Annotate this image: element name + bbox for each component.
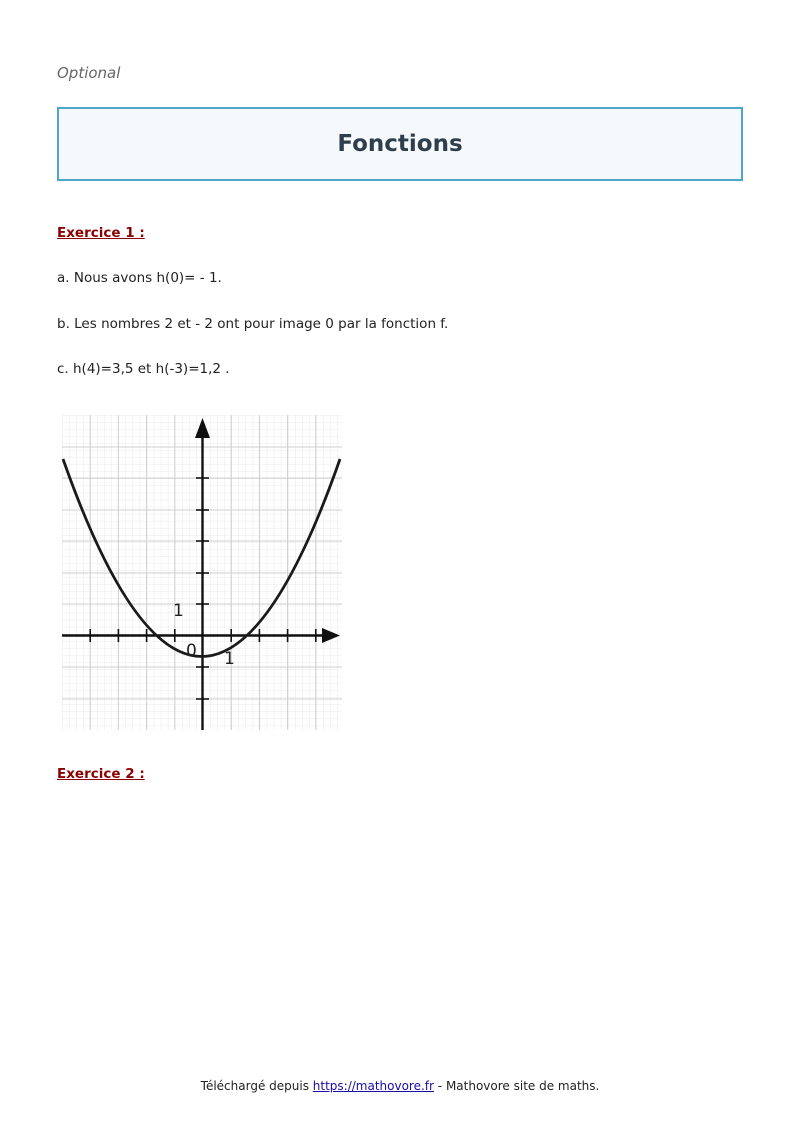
exercise-2-heading: Exercice 2 : xyxy=(57,766,145,782)
function-graph xyxy=(60,410,344,732)
exercise-1-line-b: b. Les nombres 2 et - 2 ont pour image 0 par la fonction f. xyxy=(57,316,449,332)
exercise-1-line-c: c. h(4)=3,5 et h(-3)=1,2 . xyxy=(57,361,230,377)
page-title: Fonctions xyxy=(337,131,463,157)
exercise-1-line-a: a. Nous avons h(0)= - 1. xyxy=(57,270,222,286)
origin-label: 0 xyxy=(186,641,197,661)
title-box xyxy=(57,107,743,181)
footer-link[interactable]: https://mathovore.fr xyxy=(312,1079,434,1093)
x-unit-label: 1 xyxy=(224,649,235,669)
optional-tag: Optional xyxy=(57,64,121,82)
exercise-1-heading: Exercice 1 : xyxy=(57,225,145,241)
footer-suffix: - Mathovore site de maths. xyxy=(437,1079,600,1093)
footer-prefix: Téléchargé depuis xyxy=(200,1079,309,1093)
y-unit-label: 1 xyxy=(173,601,184,621)
footer xyxy=(0,1079,800,1093)
